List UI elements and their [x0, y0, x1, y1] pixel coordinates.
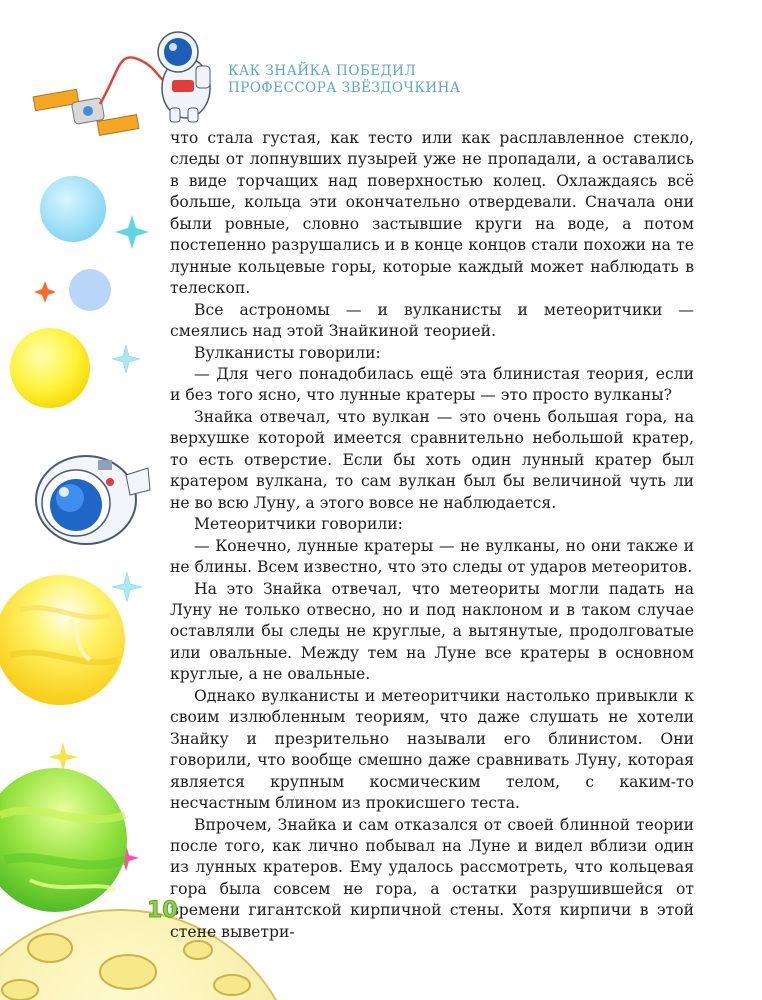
paragraph: Впрочем, Знайка и сам отказался от своей блинной теории после того, как лично побывал на Луне и видел вблизи один из лунных кратеров. Ему удалось рассмотреть, что кольцевая гора была совсем не гора, а остатки разрушившейся от времени гигантской кирпичной стены. Хотя кирпичи в этой стене выветри-	[170, 815, 694, 941]
astronaut-icon	[158, 32, 210, 122]
helmet-icon	[36, 456, 150, 544]
page-number: 10	[147, 898, 178, 923]
body-text	[170, 128, 694, 943]
planet-icon	[0, 768, 127, 912]
paragraph: — Для чего понадобилась ещё эта блинистая теория, если и без того ясно, что лунные кратеры — это просто вулканы?	[170, 364, 694, 405]
planet-icon	[0, 575, 125, 705]
paragraph: Вулканисты говорили:	[194, 343, 381, 362]
paragraph: Однако вулканисты и метеоритчики настолько привыкли к своим излюбленным теориям, что даже слушать не хотели Знайку и презрительно называли его блинистом. Они говорили, что вообще смешно даже сравнивать Луну, которая является крупным космическим телом, с каким-то несчастным блином из прокисшего теста.	[170, 686, 694, 813]
header-line-2: ПРОФЕССОРА ЗВЁЗДОЧКИНА	[228, 80, 461, 96]
star-icon	[112, 345, 140, 373]
planet-icon	[40, 176, 106, 242]
paragraph: — Конечно, лунные кратеры — не вулканы, но они также и не блины. Всем известно, что это следы от ударов метеоритов.	[170, 536, 694, 577]
space-station-icon	[33, 57, 175, 135]
star-icon	[115, 215, 149, 249]
paragraph: На это Знайка отвечал, что метеориты могли падать на Луну не только отвесно, но и под наклоном и в таком случае оставляли бы следы не круглые, а вытянутые, продолговатые или овальные. Между тем на Луне все кратеры в основном круглые, а не овальные.	[170, 579, 694, 684]
paragraph: Метеоритчики говорили:	[194, 515, 403, 534]
star-icon	[48, 742, 78, 772]
star-icon	[112, 572, 142, 602]
header-line-1: КАК ЗНАЙКА ПОБЕДИЛ	[228, 63, 417, 79]
paragraph: Знайка отвечал, что вулкан — это очень большая гора, на верхушке которой имеется сравнительно небольшой кратер, то есть отверстие. Если бы хоть один лунный кратер был кратером вулкана, то сам вулкан был бы величиной чуть ли не во всю Луну, а этого вовсе не наблюдается.	[170, 407, 694, 512]
paragraph: что стала густая, как тесто или как расплавленное стекло, следы от лопнувших пузырей уже не пропадали, а оставались в виде торчащих над поверхностью колец. Охлаждаясь всё больше, кольца эти окончательно отвердевали. Сначала они были ровные, словно застывшие круги на воде, а потом постепенно разрушались и в конце концов стали похожи на те лунные кольцевые горы, которые каждый может наблюдать в телескоп.	[170, 129, 694, 298]
planet-icon	[69, 269, 111, 311]
planet-icon	[10, 328, 90, 408]
paragraph: Все астрономы — и вулканисты и метеоритчики — смеялись над этой Знайкиной теорией.	[170, 300, 694, 341]
running-header	[228, 63, 461, 97]
star-icon	[34, 281, 56, 303]
